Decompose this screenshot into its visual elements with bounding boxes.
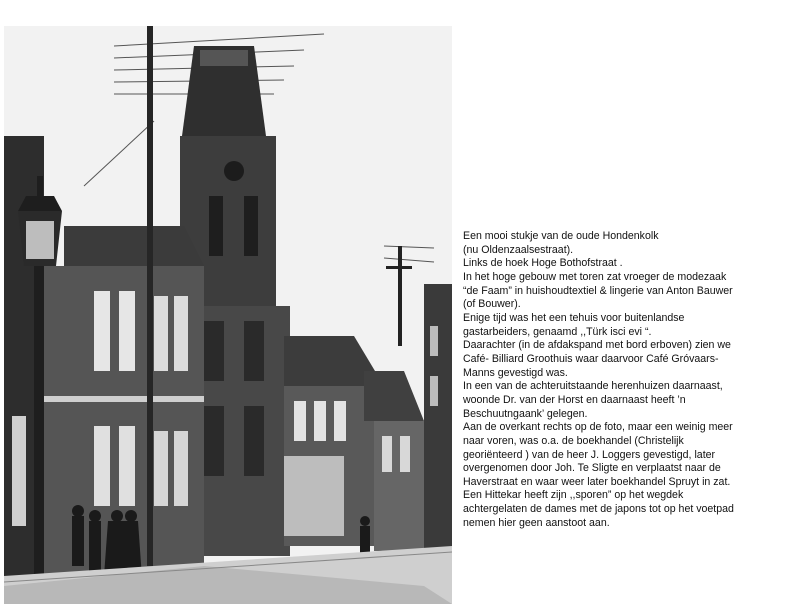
caption-line: “de Faam” in huishoudtextiel & lingerie van Anton Bauwer — [463, 284, 733, 297]
telegraph-pole-right — [398, 246, 402, 346]
caption-line: (nu Oldenzaalsestraat). — [463, 243, 574, 256]
caption-line: Enige tijd was het een tehuis voor buitenlandse — [463, 311, 685, 324]
caption-text — [463, 230, 793, 530]
caption-line: gastarbeiders, genaamd ,,Türk isci evi “. — [463, 325, 652, 338]
caption-line: Manns gevestigd was. — [463, 366, 568, 379]
caption-line: Café- Billiard Groothuis waar daarvoor Café Gróvaars- — [463, 352, 719, 365]
caption-line: georiënteerd ) van de heer J. Loggers gevestigd, later — [463, 448, 716, 461]
caption-line: Daarachter (in de afdakspand met bord erboven) zien we — [463, 339, 731, 352]
caption-line: Een mooi stukje van de oude Hondenkolk — [463, 230, 659, 242]
caption-line: overgenomen door Joh. Te Sligte en verplaatst naar de — [463, 462, 721, 475]
caption-line: nemen hier geen aanstoot aan. — [463, 516, 610, 529]
caption-line: achtergelaten de dames met de japons tot op het voetpad — [463, 503, 734, 516]
caption-line: Een Hittekar heeft zijn ,,sporen” op het wegdek — [463, 489, 684, 502]
historic-street-photo — [4, 26, 452, 604]
caption-line: Haverstraat en waar weer later boekhandel Spruyt in zat. — [463, 475, 731, 488]
caption-line: woonde Dr. van der Horst en daarnaast heeft ’n — [463, 393, 686, 406]
telegraph-pole-left — [147, 26, 153, 566]
caption-line: naar voren, was o.a. de boekhandel (Christelijk — [463, 434, 684, 447]
caption-line: In een van de achteruitstaande herenhuizen daarnaast, — [463, 380, 723, 393]
caption-line: Beschuutngaank’ gelegen. — [463, 407, 588, 420]
caption-line: Links de hoek Hoge Bothofstraat . — [463, 257, 623, 270]
caption-line: In het hoge gebouw met toren zat vroeger de modezaak — [463, 270, 727, 283]
caption-line: Aan de overkant rechts op de foto, maar een weinig meer — [463, 421, 733, 434]
caption-line: (of Bouwer). — [463, 298, 521, 311]
photo-illustration — [4, 26, 452, 604]
